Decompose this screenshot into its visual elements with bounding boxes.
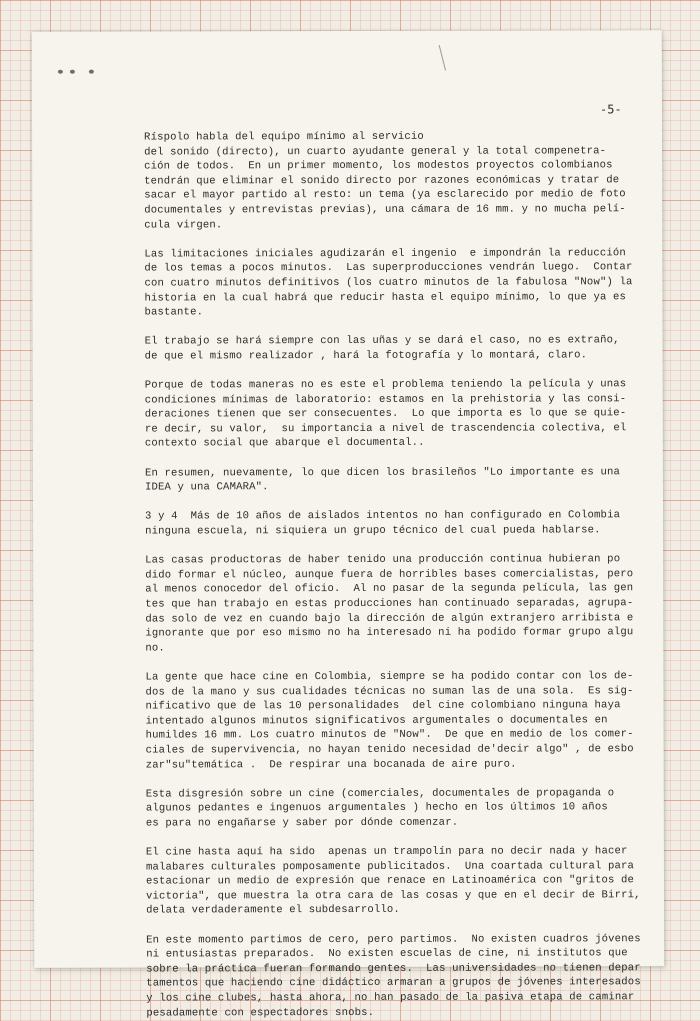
paragraph: Esta disgresión sobre un cine (comerciales, documentales de propaganda o algunos pedantes e ingenuos argumentales ) hecho en los últimos 10 años es para no engañarse y saber por dónde comenzar. xyxy=(145,787,615,830)
paragraph: Las casas productoras de haber tenido una producción continua hubieran po dido formar el núcleo, aunque fuera de horribles bases comercialistas, pero al menos conocedor del oficio. Al no pasar de la segunda película, las gen tes que han trabajo en estas producciones han continuado separadas, agrupa- das solo de vez en cuando bajo la dirección de algún extranjero arribista e ignorante que por eso mismo no ha interesado ni ha podido formar grupo algu no. xyxy=(145,553,634,655)
paragraph: El cine hasta aquí ha sido apenas un trampolín para no decir nada y hacer malabares culturales pomposamente publicitados. Una coartada cultural para estacionar un medio de expresión que renace en Latinoamérica con "gritos de victoria", que muestra la otra cara de las cosas y que en el decir de Birri, delata verdaderamente el subdesarrollo. xyxy=(145,845,641,917)
page-number: -5- xyxy=(599,102,622,117)
paragraph: Ríspolo habla del equipo mínimo al servicio del sonido (directo), un cuarto ayudante general y la total compenetra- ción de todos. En un primer momento, los modestos proyectos colombianos tendrán que eliminar el sonido directo por razones económicas y tratar de sacar el mayor partido al resto: un tema (ya esclarecido por medio de foto documentales y entrevistas previas), una cámara de 16 mm. y no mucha pelí- cula virgen. xyxy=(144,130,626,232)
document-body xyxy=(144,129,646,1021)
paragraph: 3 y 4 Más de 10 años de aislados intentos no han configurado en Colombia ninguna escuela, ni siquiera un grupo técnico del cual pueda hablarse. xyxy=(145,509,621,538)
paper-scratch xyxy=(439,45,446,70)
paragraph: En resumen, nuevamente, lo que dicen los brasileños "Lo importante es una IDEA y una CAMARA". xyxy=(144,465,620,494)
paragraph: El trabajo se hará siempre con las uñas y se dará el caso, no es extraño, de que el mismo realizador , hará la fotografía y lo montará, claro. xyxy=(144,334,620,363)
punch-mark xyxy=(58,70,63,74)
typewritten-page xyxy=(32,30,664,1020)
paragraph: En este momento partimos de cero, pero partimos. No existen cuadros jóvenes ni entusiastas preparados. No existen escuelas de cine, ni institutos que sobre la práctica fueran formando gentes. Las universidades no tienen depar tamentos que haciendo cine didáctico armaran a grupos de jóvenes interesados y los cine clubes, hasta ahora, no han pasado de la pasiva etapa de caminar pesadamente con espectadores snobs. xyxy=(146,932,641,1020)
paragraph: Porque de todas maneras no es este el problema teniendo la película y unas condiciones mínimas de laboratorio: estamos en la prehistoria y las consi- deraciones tienen que ser consecuentes. Lo que importa es lo que se quie- re decir, su valor, su importancia a nivel de trascendencia colectiva, el contexto social que abarque el documental.. xyxy=(144,378,627,451)
paragraph: La gente que hace cine en Colombia, siempre se ha podido contar con los de- dos de la mano y sus cualidades técnicas no suman las de una sola. Es sig- nificativo que de las 10 personalidades del cine colombiano ninguna haya intentado algunos minutos significativos argumentales o documentales en humildes 16 mm. Los cuatro minutos de "Now". De que en medio de los comer- ciales de supervivencia, no hayan tenido necesidad de'decir algo" , de esbo zar"su"temática . De respirar una bocanada de aire puro. xyxy=(145,670,634,772)
punch-mark xyxy=(70,70,75,74)
paragraph: Las limitaciones iniciales agudizarán el ingenio e impondrán la reducción de los temas a pocos minutos. Las superproducciones vendrán luego. Contar con cuatro minutos definitivos (los cuatro minutos de la fabulosa "Now") la historia en la cual habrá que reducir hasta el equipo mínimo, lo que ya es bastante. xyxy=(144,247,633,319)
punch-mark xyxy=(89,70,94,74)
